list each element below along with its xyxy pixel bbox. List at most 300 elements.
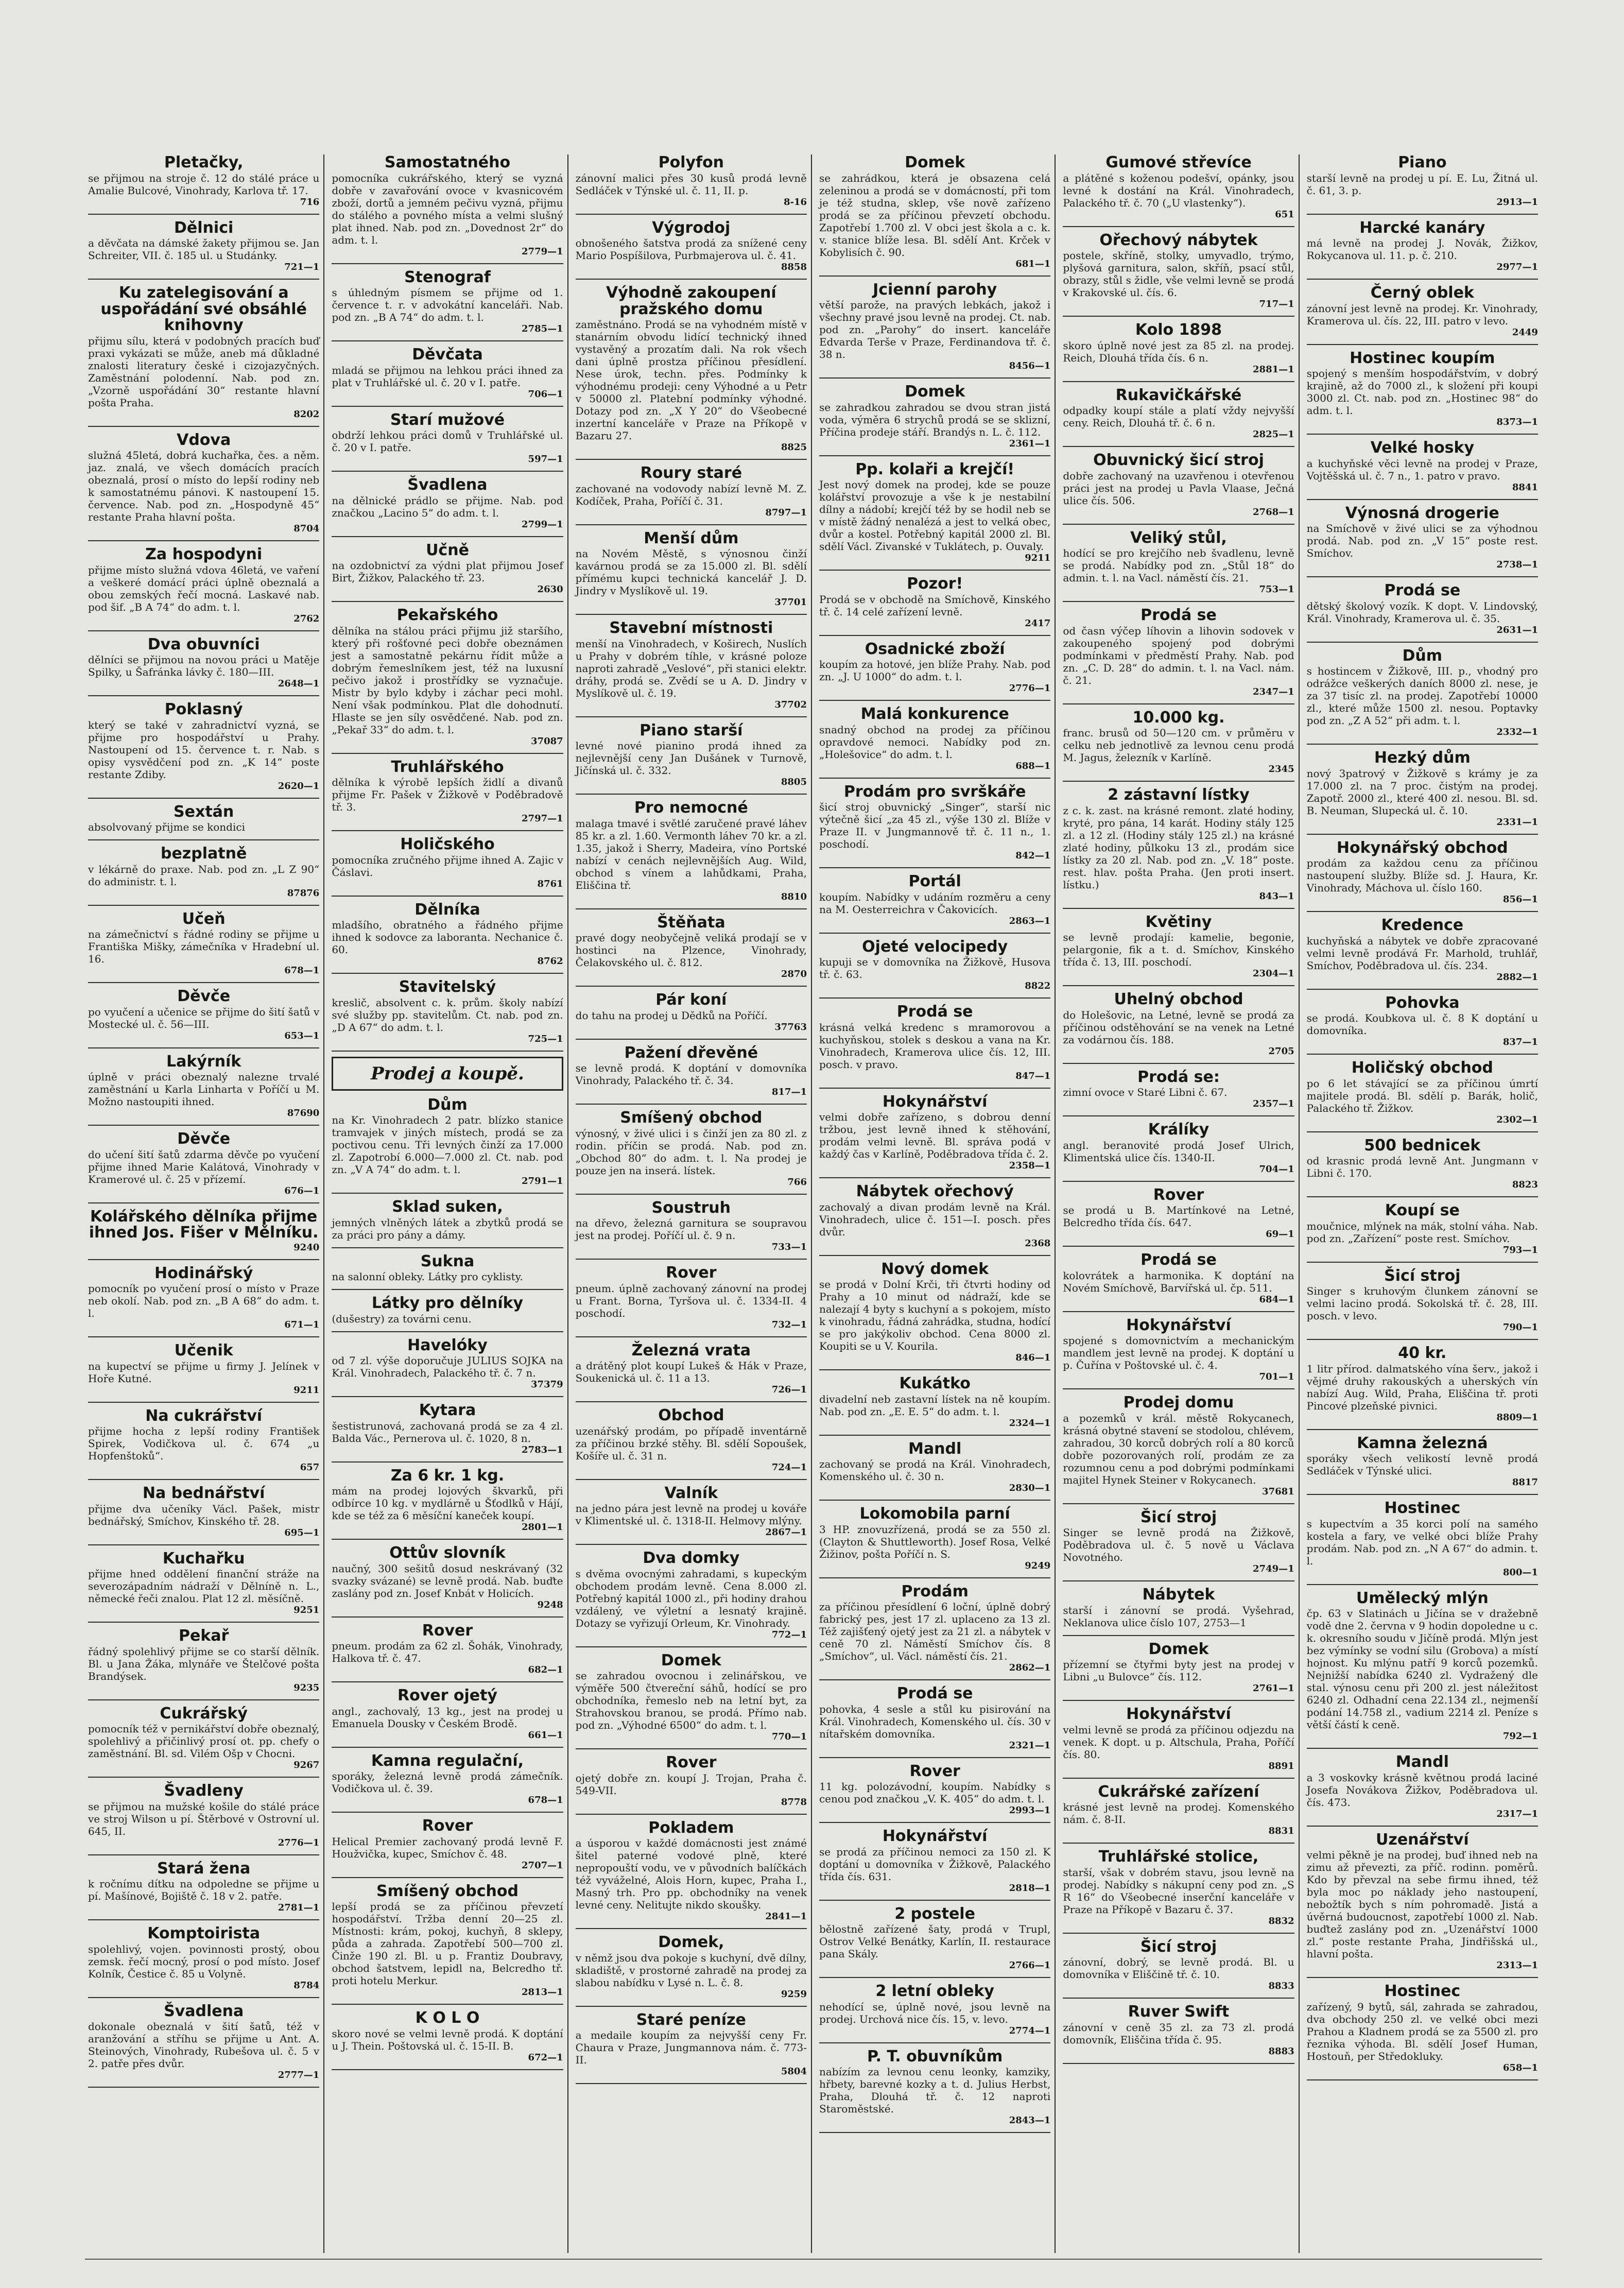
- ad-code: 732—1: [771, 1319, 807, 1330]
- ad-text: [1063, 404, 1294, 429]
- ad-heading: Rover: [666, 1753, 717, 1771]
- ad-text: [819, 1278, 1050, 1352]
- ad-text: [576, 1062, 807, 1087]
- ad-separator: [332, 471, 563, 472]
- ad-heading: Květiny: [1145, 913, 1212, 931]
- classified-ad: [1063, 1069, 1294, 1110]
- ad-code: 2631—1: [1496, 624, 1538, 635]
- ad-heading: Děvče: [177, 987, 231, 1005]
- ad-code: 9240: [293, 1242, 320, 1253]
- ad-body: sporáky všech velikostí levně prodá Sedláček v Týnské ulici.: [1306, 1452, 1538, 1477]
- ad-body: a drátěný plot koupí Lukeš & Hák v Praze, Soukenická ul. č. 11 a 13.: [575, 1360, 807, 1384]
- ad-text: [1307, 2001, 1538, 2062]
- ad-heading: Prodá se:: [1137, 1068, 1220, 1086]
- ad-body: angl., zachovalý, 13 kg., jest na prodej u Emanuela Dousky v Českém Brodě.: [332, 1705, 563, 1730]
- ad-separator: [576, 1814, 807, 1815]
- classified-ad: [332, 1337, 563, 1390]
- ad-code: 2630: [537, 584, 563, 595]
- classified-ad: [332, 1545, 563, 1610]
- ad-code: 2882—1: [1496, 971, 1538, 983]
- ad-code: 678—1: [284, 965, 320, 976]
- ad-code: 2841—1: [765, 1911, 807, 1922]
- ad-separator: [819, 700, 1050, 701]
- ad-separator: [819, 1369, 1050, 1370]
- ad-separator: [819, 933, 1050, 934]
- ad-body: se přijmou na stroje č. 12 do stálé práce u Amalie Bulcové, Vinohrady, Karlova tř. 17.: [88, 171, 320, 197]
- ad-separator: [576, 1104, 807, 1105]
- ad-code: 2862—1: [1009, 1662, 1051, 1673]
- ad-separator: [1063, 781, 1294, 782]
- ad-heading: Kuchařku: [162, 1549, 245, 1568]
- classified-ad: [576, 530, 807, 608]
- ad-body: a kuchyňské věci levně na prodej v Praze, Vojtěšská ul. č. 7 n., 1. patro v pravo.: [1306, 457, 1538, 482]
- ad-separator: [819, 1822, 1050, 1823]
- ad-code: 790—1: [1502, 1322, 1538, 1333]
- classified-ad: [1063, 1784, 1294, 1837]
- ad-separator: [332, 1747, 563, 1748]
- ad-code: 792—1: [1502, 1731, 1538, 1742]
- ad-text: [1063, 547, 1294, 584]
- ad-separator: [332, 1051, 563, 1052]
- ad-heading: Dům: [427, 1095, 468, 1114]
- ad-separator: [576, 1928, 807, 1929]
- ad-separator: [88, 1854, 319, 1855]
- ad-body: kuchyňská a nábytek ve dobře zpracované velmi levně prodává Fr. Marhold, truhlář, Smíchov, Poděbradova ul. čís. 234.: [1306, 934, 1538, 972]
- ad-body: pomocník po vyučení prosí o místo v Praze neb okolí. Nab. pod zn. „B A 68“ do adm. t. l.: [88, 1282, 320, 1319]
- ad-heading: Pozor!: [907, 575, 963, 593]
- ad-heading: Velké hosky: [1370, 439, 1475, 457]
- ad-code: 5804: [781, 2066, 807, 2077]
- classified-ad: [1307, 995, 1538, 1048]
- ad-body: na kupectví se přijme u firmy J. Jelínek v Hoře Kutné.: [88, 1360, 320, 1385]
- classified-ad: [1063, 1395, 1294, 1497]
- ad-heading: Portál: [908, 872, 961, 890]
- ad-heading: Prodám pro svrškáře: [843, 782, 1026, 801]
- classified-ad: [819, 1828, 1050, 1894]
- ad-text: [88, 1282, 319, 1319]
- ad-separator: [1307, 1262, 1538, 1263]
- ad-body: a plátěné s koženou podešví, opánky, jsou levné k dostání na Král. Vinohradech, Palackého tř. č. 70 („U vlastenky“).: [1063, 171, 1294, 209]
- ad-separator: [1063, 381, 1294, 382]
- ad-heading: Vdova: [177, 431, 231, 449]
- ad-code: 9251: [293, 1605, 320, 1615]
- ad-code: 2368: [1025, 1237, 1051, 1249]
- ad-text: [819, 299, 1050, 360]
- ad-code: 678—1: [528, 1795, 563, 1805]
- ad-separator: [1063, 1843, 1294, 1844]
- ad-code: 8831: [1268, 1826, 1294, 1836]
- ad-code: 37763: [774, 1021, 807, 1033]
- classified-ad: [819, 154, 1050, 269]
- classified-ad: [1063, 787, 1294, 902]
- classified-ad: [819, 1094, 1050, 1172]
- column-2: [329, 154, 568, 2253]
- ad-separator: [819, 867, 1050, 868]
- ad-heading: Staré peníze: [636, 2010, 746, 2029]
- ad-heading: Hokynářství: [1126, 1705, 1231, 1723]
- ad-code: 87690: [287, 1108, 320, 1119]
- ad-code: 651: [1275, 209, 1294, 220]
- ad-heading: Hostinec: [1384, 1982, 1461, 2000]
- ad-heading: Kukátko: [899, 1374, 971, 1392]
- ad-separator: [88, 1479, 319, 1480]
- ad-body: koupím. Nabídky v udáním rozměru a ceny na M. Oesterreichra v Čakovicích.: [819, 890, 1051, 916]
- ad-code: 2830—1: [1009, 1483, 1051, 1493]
- ad-code: 717—1: [1259, 299, 1294, 309]
- ad-text: [88, 1006, 319, 1030]
- ad-code: 2766—1: [1009, 1960, 1051, 1971]
- ad-code: 657: [300, 1462, 320, 1473]
- ad-heading: Ořechový nábytek: [1099, 231, 1258, 249]
- classified-ad: [88, 1925, 319, 1991]
- classified-ad: [88, 1131, 319, 1196]
- ad-text: [1307, 857, 1538, 894]
- ad-separator: [332, 896, 563, 897]
- ad-code: 2779—1: [522, 246, 563, 257]
- ad-code: 772—1: [771, 1629, 807, 1640]
- ad-heading: Prodá se: [1141, 1251, 1217, 1269]
- ad-heading: Piano starší: [640, 721, 743, 739]
- ad-heading: Děvčata: [412, 346, 483, 364]
- classified-ad: [1307, 1345, 1538, 1423]
- ad-body: po 6 let stávající se za příčinou úmrtí majitele prodá. Bl. sdělí p. Barák, holič, Palackého tř. Žižkov.: [1306, 1077, 1538, 1114]
- ad-separator: [1307, 744, 1538, 745]
- classified-ad: [332, 1402, 563, 1455]
- ad-text: [332, 1216, 563, 1241]
- ad-code: 2776—1: [1009, 683, 1051, 694]
- ad-heading: Stenograf: [404, 268, 491, 286]
- ad-text: [1063, 1658, 1294, 1683]
- ad-body: se prodá za příčinou nemoci za 150 zl. K doptání u domovníka v Žižkově, Palackého třída čís. 631.: [819, 1845, 1051, 1883]
- classified-ad: [576, 1754, 807, 1808]
- ad-body: do učení šití šatů zdarma děvče po vyučení přijme ihned Marie Kalátová, Vinohrady v Kramerové ul. č. 25 v přízemí.: [88, 1148, 320, 1185]
- ad-body: mám na prodej lojových škvarků, při odbírce 10 kg. v mydlárně u Šťodlků v Hájí, kde se též za 6 měsíční kaneček koupí.: [332, 1485, 563, 1522]
- ad-heading: Truhlářské stolice,: [1098, 1848, 1259, 1866]
- ad-separator: [576, 1194, 807, 1195]
- ad-separator: [1307, 1826, 1538, 1827]
- ad-code: 817—1: [771, 1087, 807, 1097]
- ad-text: [332, 1770, 563, 1795]
- ad-heading: Obuvnický šicí stroj: [1093, 451, 1264, 469]
- ad-code: 8825: [781, 442, 807, 453]
- classified-ad: [1307, 1983, 1538, 2073]
- ad-text: [576, 1772, 807, 1797]
- ad-text: [819, 1703, 1050, 1740]
- ad-code: 2863—1: [1009, 915, 1051, 926]
- ad-text: [819, 1601, 1050, 1662]
- ad-code: 770—1: [771, 1731, 807, 1742]
- ad-separator: [88, 905, 319, 906]
- ad-body: Prodá se v obchodě na Smíchově, Kinského tř. č. 14 celé zařízení levně.: [819, 593, 1051, 618]
- ad-text: [332, 1705, 563, 1730]
- ad-body: k ročnímu dítku na odpoledne se přijme u pí. Mašínové, Bojiště č. 18 v 2. patře.: [88, 1878, 320, 1902]
- ad-body: franc. brusů od 50—120 cm. v průměru v celku neb jednotlivě za levnou cenu prodá M. Jagus, železník v Karlíně.: [1063, 727, 1294, 764]
- ad-text: [819, 1846, 1050, 1883]
- ad-heading: Šicí stroj: [1140, 1508, 1217, 1526]
- ad-text: [1307, 1849, 1538, 1960]
- ad-heading: Holičského: [400, 835, 495, 853]
- ad-text: [88, 449, 319, 523]
- ad-body: pomocník též v pernikářství dobře obeznalý, spolehlivý a přičinlivý prosí ot. pp. chefy o zaměstnání. Bl. sd. Vilém Ošp v Chocni.: [88, 1723, 320, 1760]
- classified-ad: [819, 706, 1050, 771]
- ad-code: 753—1: [1259, 584, 1294, 595]
- ad-separator: [332, 1681, 563, 1682]
- ad-code: 688—1: [1015, 760, 1051, 771]
- ad-code: 8832: [1268, 1915, 1294, 1926]
- ad-separator: [1063, 1635, 1294, 1636]
- ad-body: jemných vlněných látek a zbytků prodá se za práci pro pány a dámy.: [332, 1216, 563, 1241]
- ad-text: [332, 919, 563, 956]
- ad-heading: Umělecký mlýn: [1356, 1589, 1489, 1607]
- classified-ad: [1063, 1122, 1294, 1175]
- classified-ad: [819, 939, 1050, 992]
- classified-ad: [332, 154, 563, 257]
- ad-heading: Valník: [664, 1484, 718, 1502]
- ad-code: 2818—1: [1009, 1882, 1051, 1894]
- ad-code: 847—1: [1015, 1070, 1051, 1081]
- ad-body: obdrží lehkou práci domů v Truhlářské ul. č. 20 v I. patře.: [332, 429, 563, 454]
- ad-heading: Domek: [1148, 1640, 1209, 1658]
- ad-body: s úhledným písmem se přijme od 1. července t. r. v advokátní kanceláři. Nab. pod zn. „B A 74“ do adm. t. l.: [332, 286, 563, 323]
- classified-ad: [88, 285, 319, 420]
- ad-text: [819, 801, 1050, 850]
- ad-separator: [332, 2069, 563, 2070]
- ad-text: [332, 1354, 563, 1379]
- ad-code: 721—1: [284, 262, 320, 272]
- ad-text: [819, 658, 1050, 683]
- ad-separator: [819, 1255, 1050, 1256]
- classified-ad: [88, 220, 319, 273]
- classified-ad: [88, 1209, 319, 1253]
- ad-heading: Poklasný: [164, 700, 243, 718]
- ad-separator: [88, 695, 319, 696]
- ad-body: zachovaný se prodá na Král. Vinohradech, Komenského ul. č. 30 n.: [819, 1458, 1051, 1483]
- ad-separator: [88, 982, 319, 983]
- classified-ad: [332, 477, 563, 530]
- ad-code: 2993—1: [1009, 1805, 1051, 1816]
- ad-text: [1063, 1866, 1294, 1916]
- ad-text: [576, 547, 807, 597]
- ad-body: 11 kg. polozávodní, koupím. Nabídky s cenou pod značkou „V. K. 405“ do adm. t. l.: [819, 1780, 1051, 1805]
- ad-separator: [576, 986, 807, 987]
- ad-text: [332, 1270, 563, 1283]
- column-1: [85, 154, 324, 2253]
- ad-code: 8202: [293, 408, 320, 420]
- classified-ad: [332, 1883, 563, 1998]
- ad-separator: [332, 1247, 563, 1248]
- ad-text: [1063, 339, 1294, 364]
- classified-ad: [332, 542, 563, 595]
- ad-code: 2762: [293, 613, 320, 624]
- ad-separator: [88, 214, 319, 215]
- classified-ad: [332, 979, 563, 1044]
- ad-heading: Učenik: [174, 1341, 233, 1360]
- ad-body: v němž jsou dva pokoje s kuchyní, dvě dílny, skladiště, v prostorné zahradě na prodej za slabou nabídku v Lysé n. L. č. 8.: [575, 1951, 807, 1989]
- ad-heading: Hokynářství: [1126, 1316, 1231, 1334]
- ad-code: 2776—1: [278, 1837, 320, 1848]
- ad-heading: Samostatného: [384, 154, 511, 171]
- ad-text: [819, 172, 1050, 259]
- ad-heading: Prodá se: [896, 1003, 973, 1021]
- ad-heading: Pro nemocné: [634, 799, 748, 817]
- ad-heading: Domek: [905, 383, 965, 401]
- ad-body: zánovní jest levně na prodej. Kr. Vinohrady, Kramerova ul. čís. 22, III. patro v levo.: [1306, 302, 1538, 327]
- ad-separator: [819, 778, 1050, 779]
- ad-text: [1307, 1077, 1538, 1114]
- ad-heading: Králíky: [1148, 1121, 1210, 1139]
- ad-code: 2801—1: [522, 1522, 563, 1533]
- ad-code: 682—1: [528, 1664, 563, 1675]
- ad-text: [819, 401, 1050, 438]
- ad-heading: Pohovka: [1385, 993, 1460, 1012]
- ad-text: [1063, 1956, 1294, 1981]
- classified-ad: [332, 347, 563, 400]
- ad-heading: Kytara: [419, 1401, 476, 1419]
- classified-ad: [819, 282, 1050, 372]
- classified-ad: [576, 1820, 807, 1922]
- ad-code: 2738—1: [1496, 559, 1538, 570]
- ad-text: [88, 1723, 319, 1760]
- ad-code: 37087: [531, 735, 563, 747]
- ad-text: [1307, 237, 1538, 262]
- classified-ad: [88, 432, 319, 535]
- ad-code: 8891: [1268, 1760, 1294, 1771]
- ad-heading: Nábytek ořechový: [856, 1182, 1014, 1200]
- ad-separator: [332, 753, 563, 754]
- ad-code: 8823: [1512, 1179, 1538, 1190]
- classified-ad: [332, 1253, 563, 1283]
- ad-code: 837—1: [1502, 1037, 1538, 1047]
- classified-ad: [1307, 505, 1538, 571]
- ad-heading: Roury staré: [640, 464, 742, 482]
- ad-separator: [332, 1193, 563, 1194]
- classified-ad: [576, 154, 807, 208]
- ad-separator: [1307, 1196, 1538, 1197]
- ad-separator: [1063, 601, 1294, 602]
- classified-ad: [1063, 1187, 1294, 1240]
- ad-separator: [332, 340, 563, 341]
- ad-code: 706—1: [528, 388, 563, 400]
- ad-body: který se také v zahradnictví vyzná, se přijme pro hospodářství u Prahy. Nastoupení od 15. července t. r. Nab. s opisy vysvědčení pod zn. „K 14“ poste restante Zdiby.: [88, 718, 320, 781]
- ad-code: 2358—1: [1009, 1160, 1051, 1171]
- ad-body: zaměstnáno. Prodá se na vyhodném místě v stanárním obvodu lidící technický ihned vystavěný a prozatím dali. Na rok všech dani úplně prostza příčinou přesídlení. Nese úrok, techn. přes. Podmínky k výhodnému prodeji: ceny Výhodné a u Petr v 50000 zl. Platební podmínky výhodné. Dotazy pod zn. „X Y 20“ do Všeobecné inzertní kanceláře v Praze na Příkopě v Bazaru 27.: [575, 318, 807, 442]
- ad-heading: Truhlářského: [391, 758, 504, 776]
- ad-code: 725—1: [528, 1033, 563, 1044]
- ad-code: 9211: [1025, 553, 1051, 563]
- ad-separator: [576, 614, 807, 615]
- ad-text: [1307, 302, 1538, 327]
- ad-heading: Uzenářství: [1376, 1830, 1469, 1849]
- ad-body: se prodá v Dolní Krči, tři čtvrti hodiny od Prahy a 10 minut od nádraží, kde se nalezají 4 byty s kuchyní a s pokojem, místo k vinohradu, řádná zahrádka, studna, hodící se pro jakýkoliv obchod. Cena 8000 zl. Koupiti se u V. Kourila.: [819, 1278, 1051, 1352]
- ad-text: [1063, 2021, 1294, 2046]
- ad-code: 8456—1: [1009, 360, 1051, 371]
- ad-code: 676—1: [284, 1185, 320, 1196]
- classified-ad: [1063, 232, 1294, 310]
- ad-text: [332, 1562, 563, 1599]
- ad-text: [332, 854, 563, 879]
- ad-separator: [88, 279, 319, 280]
- ad-text: [576, 1502, 807, 1527]
- ad-heading: Výgrodoj: [652, 218, 731, 237]
- ad-heading: Rover: [422, 1817, 473, 1835]
- classified-ad: [576, 1343, 807, 1396]
- ad-separator: [1063, 1063, 1294, 1064]
- classified-ad: [1063, 991, 1294, 1057]
- ad-code: 856—1: [1502, 894, 1538, 905]
- ad-separator: [88, 1699, 319, 1700]
- ad-body: velmi pěkně je na prodej, buď ihned neb na zimu až převezti, za příč. rodinn. poměrů. Kdo by převzal na sebe firmu ihned, též byla moc po náklady jeho nastoupení, nebožtík bych s ním pohromadě. Jistá a úvěrná budoucnost, zapotřebí 1000 zl. Nab. buďtež zaslány pod zn. „Uzenářství 1000 zl.“ poste restante Praha, Jindřišská ul., hlavní pošta.: [1306, 1849, 1538, 1960]
- ad-heading: Havelóky: [407, 1336, 488, 1354]
- ad-body: velmi levně se prodá za příčinou odjezdu na venek. K dopt. u p. Altschula, Praha, Poříčí čís. 80.: [1063, 1723, 1294, 1761]
- ad-code: 8810: [781, 891, 807, 902]
- ad-separator: [1307, 1339, 1538, 1340]
- ad-body: a medaile koupím za nejvyšší ceny Fr. Chaura v Praze, Jungmannova nám. č. 773-II.: [575, 2029, 807, 2066]
- column-5: [1060, 154, 1299, 2253]
- ad-text: [576, 1217, 807, 1242]
- ad-heading: Švadlena: [407, 476, 488, 494]
- ad-separator: [332, 973, 563, 974]
- ad-code: 843—1: [1259, 890, 1294, 902]
- ad-body: na dřevo, železná garnitura se soupravou jest na prodej. Poříčí ul. č. 9 n.: [575, 1217, 807, 1242]
- ad-text: [1307, 1363, 1538, 1412]
- classified-ad: [88, 804, 319, 834]
- ad-heading: Kredence: [1381, 916, 1464, 934]
- classified-ad: [1307, 582, 1538, 635]
- classified-ad: [332, 1295, 563, 1325]
- ad-code: 597—1: [528, 454, 563, 465]
- ad-code: 672—1: [528, 2052, 563, 2063]
- classified-ad: [819, 641, 1050, 694]
- ad-separator: [1307, 344, 1538, 345]
- ad-text: [1063, 1009, 1294, 1046]
- classified-ad: [576, 992, 807, 1033]
- ad-heading: Komptoiristа: [147, 1924, 261, 1942]
- ad-separator: [819, 1977, 1050, 1978]
- ad-body: po vyučení a učenice se přijme do šití šatů v Mostecké ul. č. 56—III.: [88, 1005, 320, 1030]
- ad-code: 9259: [781, 1988, 807, 2000]
- ad-heading: Ojeté velocipedy: [862, 937, 1008, 956]
- ad-code: 2870: [781, 969, 807, 979]
- ad-text: [1063, 1724, 1294, 1761]
- classified-ad: [576, 2012, 807, 2077]
- ad-text: [88, 821, 319, 833]
- classified-ad: [819, 1584, 1050, 1674]
- ad-separator: [819, 1177, 1050, 1178]
- classified-ad: [576, 915, 807, 980]
- ad-heading: Menší dům: [644, 529, 739, 547]
- ad-heading: Hodinářský: [154, 1264, 253, 1282]
- ad-text: [88, 928, 319, 965]
- ad-separator: [332, 1877, 563, 1878]
- ad-code: 2347—1: [1253, 686, 1294, 697]
- ad-code: 2843—1: [1009, 2115, 1051, 2126]
- ad-separator: [1063, 446, 1294, 447]
- ad-text: [819, 1923, 1050, 1960]
- ad-separator: [576, 716, 807, 717]
- classified-ad: [88, 1054, 319, 1119]
- ad-code: 658—1: [1502, 2062, 1538, 2073]
- classified-ad: [819, 384, 1050, 449]
- ad-text: [332, 996, 563, 1034]
- ad-separator: [819, 1577, 1050, 1578]
- classified-ad: [576, 1407, 807, 1473]
- classified-ad: [1063, 1849, 1294, 1926]
- ad-separator: [1307, 1584, 1538, 1585]
- ad-separator: [88, 1047, 319, 1048]
- ad-separator: [576, 1544, 807, 1545]
- ad-body: pneum. prodám za 62 zl. Šohák, Vinohrady, Halkova tř. č. 47.: [332, 1640, 563, 1664]
- ad-text: [332, 494, 563, 519]
